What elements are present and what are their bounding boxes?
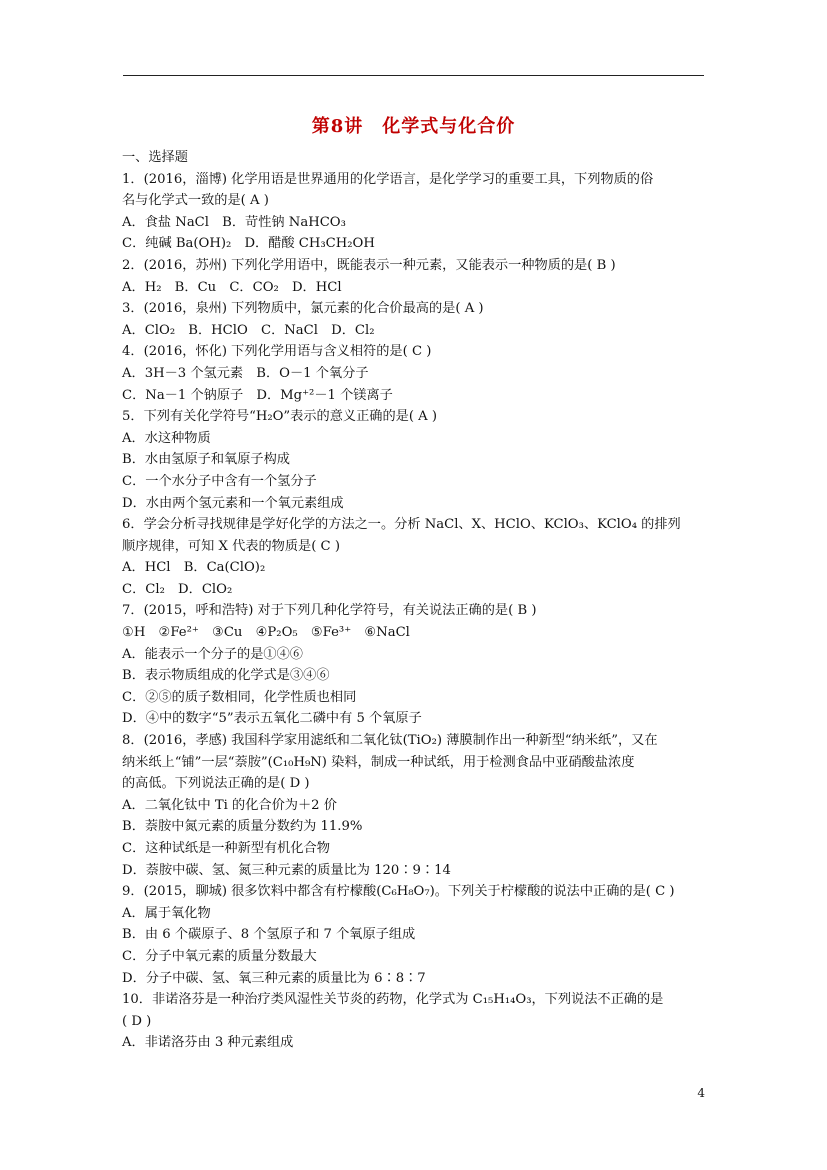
text-line: B．表示物质组成的化学式是③④⑥ [122,668,330,684]
text-line: A．ClO₂ B．HClO C．NaCl D．Cl₂ [122,322,375,338]
text-line: C．②⑤的质子数相同，化学性质也相同 [122,689,357,705]
text-line: A．能表示一个分子的是①④⑥ [122,646,303,662]
text-line: 7．(2015，呼和浩特) 对于下列几种化学符号，有关说法正确的是( B ) [122,603,537,619]
page-title: 第8讲 化学式与化合价 [311,116,516,137]
text-line: 3．(2016，泉州) 下列物质中，氯元素的化合价最高的是( A ) [122,301,484,317]
text-line: A．食盐 NaCl B．苛性钠 NaHCO₃ [122,214,346,230]
text-line: C．这种试纸是一种新型有机化合物 [122,841,330,856]
text-line: 纳米纸上“铺”一层“萘胺”(C₁₀H₉N) 染料，制成一种试纸，用于检测食品中亚硝酸盐浓度 [122,754,635,770]
text-line: 2．(2016，苏州) 下列化学用语中，既能表示一种元素，又能表示一种物质的是( B ) [122,257,616,273]
page-number: 4 [697,1086,705,1100]
text-line: A．非诺洛芬由 3 种元素组成 [122,1035,294,1051]
text-line: D．④中的数字“5”表示五氧化二磷中有 5 个氧原子 [122,711,422,727]
text-line: 1．(2016，淄博) 化学用语是世界通用的化学语言，是化学学习的重要工具，下列物质的俗 [122,171,654,187]
text-line: 10．非诺洛芬是一种治疗类风湿性关节炎的药物，化学式为 C₁₅H₁₄O₃，下列说法不正确的是 [122,992,664,1008]
text-line: B．水由氢原子和氧原子构成 [122,452,290,468]
text-line: 名与化学式一致的是( A ) [122,193,269,209]
text-line: A．HCl B．Ca(ClO)₂ [122,560,266,576]
text-line: 顺序规律，可知 X 代表的物质是( C ) [122,538,340,554]
text-line: C．Cl₂ D．ClO₂ [122,581,233,597]
text-line: D．水由两个氢元素和一个氧元素组成 [122,495,344,511]
text-line: C．纯碱 Ba(OH)₂ D．醋酸 CH₃CH₂OH [122,236,375,252]
text-line: A．二氧化钛中 Ti 的化合价为＋2 价 [122,797,337,813]
text-line: 6．学会分析寻找规律是学好化学的方法之一。分析 NaCl、X、HClO、KClO₃、KClO₄ 的排列 [122,517,681,533]
text-line: D．分子中碳、氢、氧三种元素的质量比为 6∶8∶7 [122,970,426,986]
text-line: 9．(2015，聊城) 很多饮料中都含有柠檬酸(C₆H₈O₇)。下列关于柠檬酸的说法中正确的是( C ) [122,884,675,900]
text-line: C．Na－1 个钠原子 D．Mg⁺²－1 个镁离子 [122,387,393,403]
text-line: A．水这种物质 [122,430,211,446]
text-line: D．萘胺中碳、氢、氮三种元素的质量比为 120∶9∶14 [122,862,451,878]
text-line: 8．(2016，孝感) 我国科学家用滤纸和二氧化钛(TiO₂) 薄膜制作出一种新型“纳米纸”，又在 [122,733,658,749]
text-line: C．一个水分子中含有一个氢分子 [122,473,317,489]
header-rule [123,75,704,76]
text-line: C．分子中氧元素的质量分数最大 [122,948,317,964]
text-line: A．属于氧化物 [122,905,211,921]
text-line: A．3H－3 个氢元素 B．O－1 个氧分子 [122,365,369,381]
text-line: A．H₂ B．Cu C．CO₂ D．HCl [122,279,342,295]
text-line: B．由 6 个碳原子、8 个氢原子和 7 个氧原子组成 [122,927,416,943]
text-line: 4．(2016，怀化) 下列化学用语与含义相符的是( C ) [122,344,432,360]
document-body [122,147,708,1054]
text-line: 的高低。下列说法正确的是( D ) [122,776,310,792]
text-line: ①H ②Fe²⁺ ③Cu ④P₂O₅ ⑤Fe³⁺ ⑥NaCl [122,625,410,641]
text-line: 一、选择题 [122,150,188,165]
text-line: ( D ) [122,1013,152,1029]
text-line: B．萘胺中氮元素的质量分数约为 11.9% [122,819,363,835]
text-line: 5．下列有关化学符号“H₂O”表示的意义正确的是( A ) [122,409,438,425]
